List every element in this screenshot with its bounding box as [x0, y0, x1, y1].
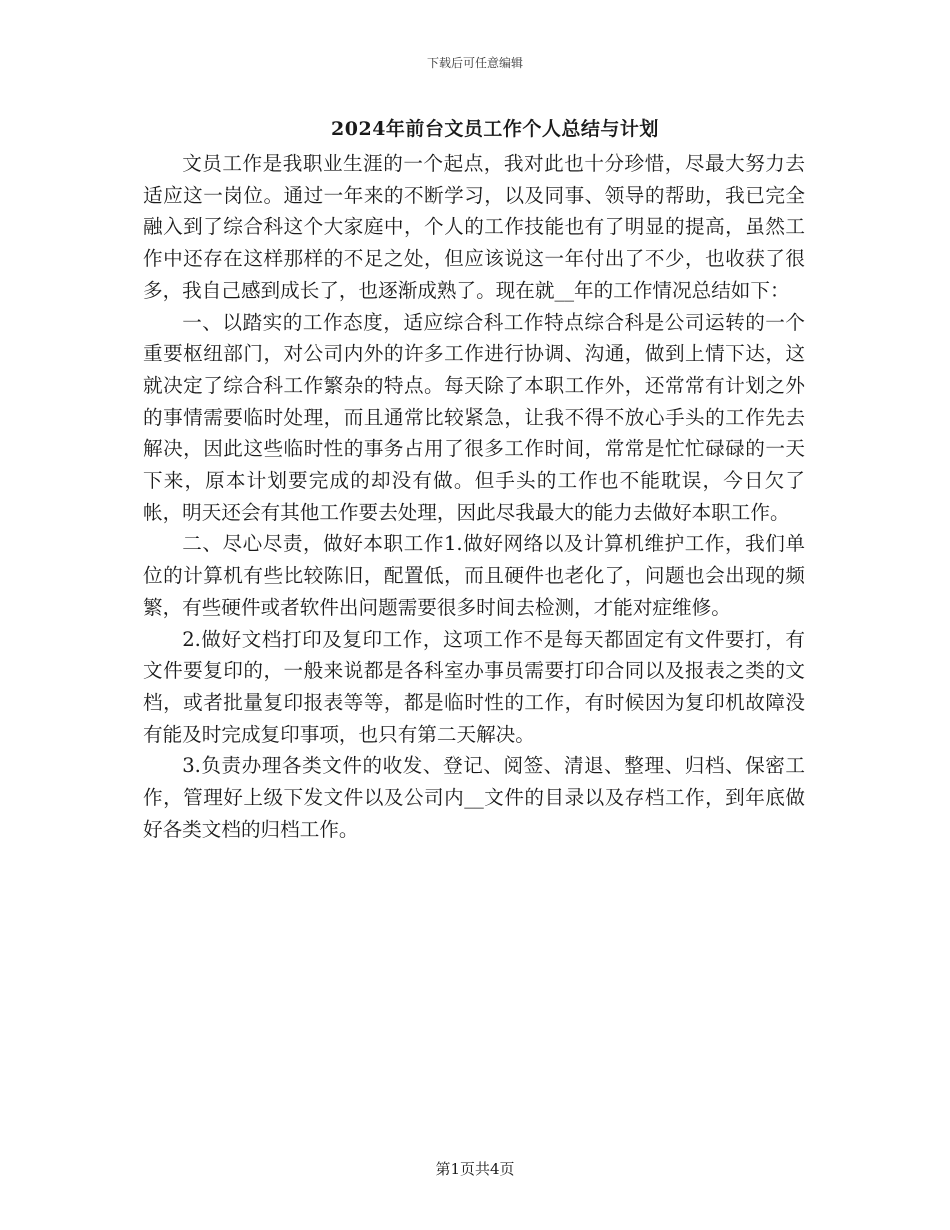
document-body	[143, 148, 805, 845]
paragraph-section-1: 一、以踏实的工作态度，适应综合科工作特点综合科是公司运转的一个重要枢纽部门，对公司内外的许多工作进行协调、沟通，做到上情下达，这就决定了综合科工作繁杂的特点。每天除了本职工作外，还常常有计划之外的事情需要临时处理，而且通常比较紧急，让我不得不放心手头的工作先去解决，因此这些临时性的事务占用了很多工作时间，常常是忙忙碌碌的一天下来，原本计划要完成的却没有做。但手头的工作也不能耽误，今日欠了帐，明天还会有其他工作要去处理，因此尽我最大的能力去做好本职工作。	[143, 310, 805, 524]
paragraph-section-2: 二、尽心尽责，做好本职工作1.做好网络以及计算机维护工作，我们单位的计算机有些比较陈旧，配置低，而且硬件也老化了，问题也会出现的频繁，有些硬件或者软件出问题需要很多时间去检测，才能对症维修。	[143, 532, 805, 619]
page-number: 第1页共4页	[435, 1160, 515, 1178]
paragraph-item-3: 3.负责办理各类文件的收发、登记、阅签、清退、整理、归档、保密工作，管理好上级下发文件以及公司内__文件的目录以及存档工作，到年底做好各类文档的归档工作。	[143, 754, 805, 841]
paragraph-intro: 文员工作是我职业生涯的一个起点，我对此也十分珍惜，尽最大努力去适应这一岗位。通过一年来的不断学习，以及同事、领导的帮助，我已完全融入到了综合科这个大家庭中，个人的工作技能也有了明显的提高，虽然工作中还存在这样那样的不足之处，但应该说这一年付出了不少，也收获了很多，我自己感到成长了，也逐渐成熟了。现在就__年的工作情况总结如下：	[143, 152, 805, 302]
paragraph-item-2: 2.做好文档打印及复印工作，这项工作不是每天都固定有文件要打，有文件要复印的，一般来说都是各科室办事员需要打印合同以及报表之类的文档，或者批量复印报表等等，都是临时性的工作，有时候因为复印机故障没有能及时完成复印事项，也只有第二天解决。	[143, 627, 805, 746]
document-title: 2024年前台文员工作个人总结与计划	[331, 118, 659, 140]
header-note: 下载后可任意编辑	[426, 56, 523, 70]
